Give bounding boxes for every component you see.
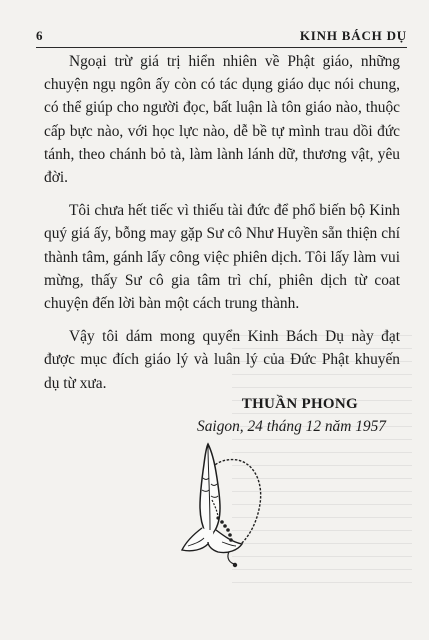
paragraph-1: Ngoại trừ giá trị hiển nhiên về Phật giáo, những chuyện ngụ ngôn ấy còn có tác dụng giáo dục nói chung, có thể giúp cho người đọc, bất luận là tôn giáo nào, thuộc cấp bực nào, với học lực nào, dễ bề tự mình trau dồi đức tánh, theo chánh bỏ tà, làm lành lánh dữ, thương vật, yêu đời.: [44, 53, 400, 187]
author-name: THUẦN PHONG: [241, 396, 358, 412]
page-header: [36, 22, 407, 48]
page-number: 6: [36, 28, 43, 43]
paragraph-3: Vậy tôi dám mong quyển Kinh Bách Dụ này đạt được mục đích giáo lý và luân lý của Đức Phật khuyến dụ từ xưa.: [44, 328, 400, 392]
running-title: KINH BÁCH DỤ: [299, 28, 407, 43]
place-date: Saigon, 24 tháng 12 năm 1957: [197, 418, 386, 435]
paragraph-2: Tôi chưa hết tiếc vì thiếu tài đức để phổ biến bộ Kinh quý giá ấy, bỗng may gặp Sư cô Như Huyền sẵn thiện chí thành tâm, gánh lấy công việc phiên dịch. Tôi lấy làm vui mừng, thấy Sư cô gia tâm trì chí, phiên dịch từ coat chuyện đến lời bàn một cách trung thành.: [44, 202, 400, 313]
body-text: [44, 50, 400, 405]
signature-block: [44, 393, 400, 439]
praying-hands-with-rosary-icon: [172, 438, 268, 570]
